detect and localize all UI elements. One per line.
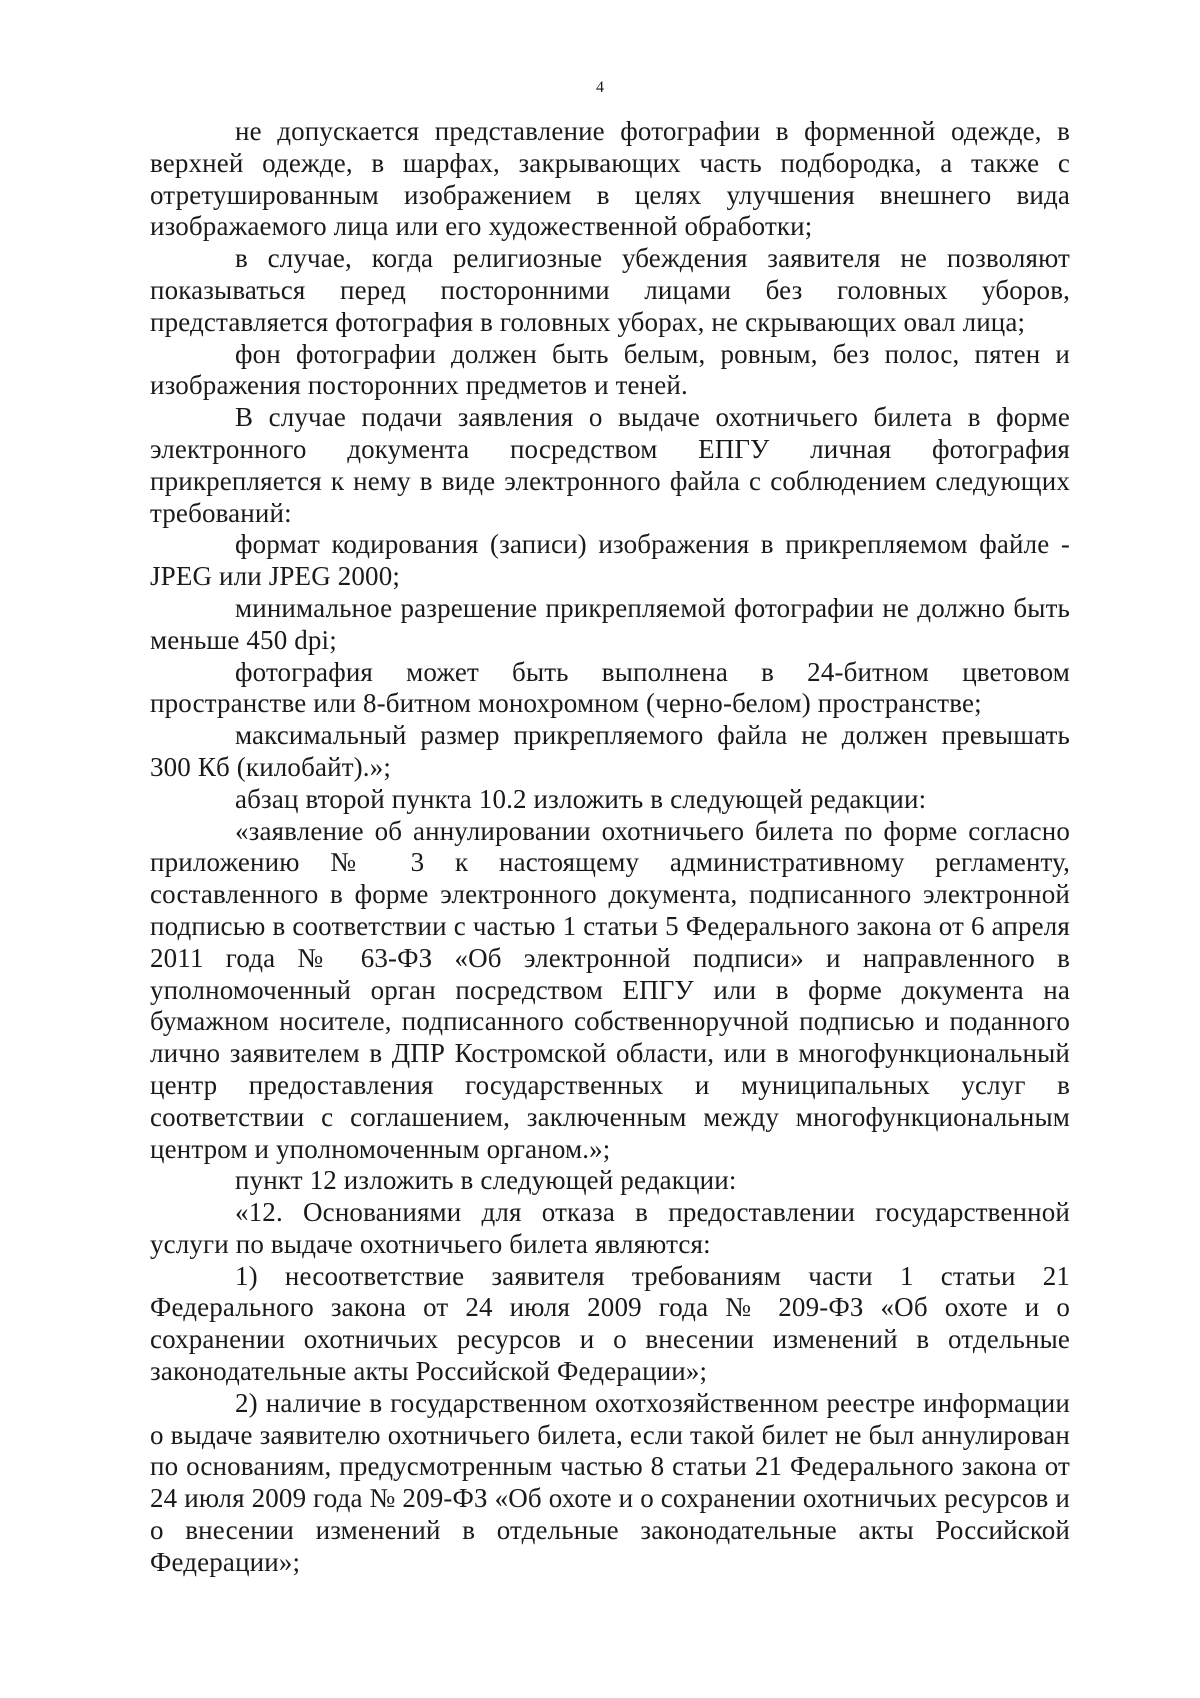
paragraph-photo-background: фон фотографии должен быть белым, ровным, без полос, пятен и изображения посторонних предметов и теней. [150,338,1070,401]
paragraph-refusal-item-2: 2) наличие в государственном охотхозяйственном реестре информации о выдаче заявителю охотничьего билета, если такой билет не был аннулирован по основаниям, предусмотренным частью 8 статьи 21 Федерального закона от 24 июля 2009 года № 209-ФЗ «Об охоте и о сохранении охотничьих ресурсов и о внесении изменений в отдельные законодательные акты Российской Федерации»; [150,1387,1070,1577]
paragraph-color-space: фотография может быть выполнена в 24-битном цветовом пространстве или 8-битном монохромном (черно-белом) пространстве; [150,656,1070,719]
paragraph-annulment-application: «заявление об аннулировании охотничьего билета по форме согласно приложению № 3 к настоящему административному регламенту, составленного в форме электронного документа, подписанного электронной подписью в соответствии с частью 1 статьи 5 Федерального закона от 6 апреля 2011 года № 63-ФЗ «Об электронной подписи» и направленного в уполномоченный орган посредством ЕПГУ или в форме документа на бумажном носителе, подписанного собственноручной подписью и поданного лично заявителем в ДПР Костромской области, или в многофункциональный центр предоставления государственных и муниципальных услуг в соответствии с соглашением, заключенным между многофункциональным центром и уполномоченным органом.»; [150,815,1070,1164]
paragraph-min-resolution: минимальное разрешение прикрепляемой фотографии не должно быть меньше 450 dpi; [150,592,1070,655]
paragraph-max-file-size: максимальный размер прикрепляемого файла не должен превышать 300 Кб (килобайт).»; [150,720,1070,782]
page-number: 4 [596,79,604,96]
paragraph-photo-clothing: не допускается представление фотографии в форменной одежде, в верхней одежде, в шарфах, закрывающих часть подбородка, а также с отретушированным изображением в целях улучшения внешнего вида изображаемого лица или его художественной обработки; [150,116,1070,242]
document-body [150,116,1070,1579]
paragraph-epgu-electronic-file: В случае подачи заявления о выдаче охотничьего билета в форме электронного документа посредством ЕПГУ личная фотография прикрепляется к нему в виде электронного файла с соблюдением следующих требований: [150,402,1070,528]
paragraph-refusal-grounds: «12. Основаниями для отказа в предоставлении государственной услуги по выдаче охотничьего билета являются: [150,1197,1070,1259]
paragraph-amend-12: пункт 12 изложить в следующей редакции: [235,1165,737,1196]
paragraph-file-format: формат кодирования (записи) изображения в прикрепляемом файле - JPEG или JPEG 2000; [150,529,1070,592]
paragraph-amend-10-2: абзац второй пункта 10.2 изложить в следующей редакции: [235,783,927,814]
paragraph-religious-headwear: в случае, когда религиозные убеждения заявителя не позволяют показываться перед посторонними лицами без головных уборов, представляется фотография в головных уборах, не скрывающих овал лица; [150,243,1070,337]
paragraph-refusal-item-1: 1) несоответствие заявителя требованиям части 1 статьи 21 Федерального закона от 24 июля 2009 года № 209-ФЗ «Об охоте и о сохранении охотничьих ресурсов и о внесении изменений в отдельные законодательные акты Российской Федерации»; [150,1260,1070,1387]
